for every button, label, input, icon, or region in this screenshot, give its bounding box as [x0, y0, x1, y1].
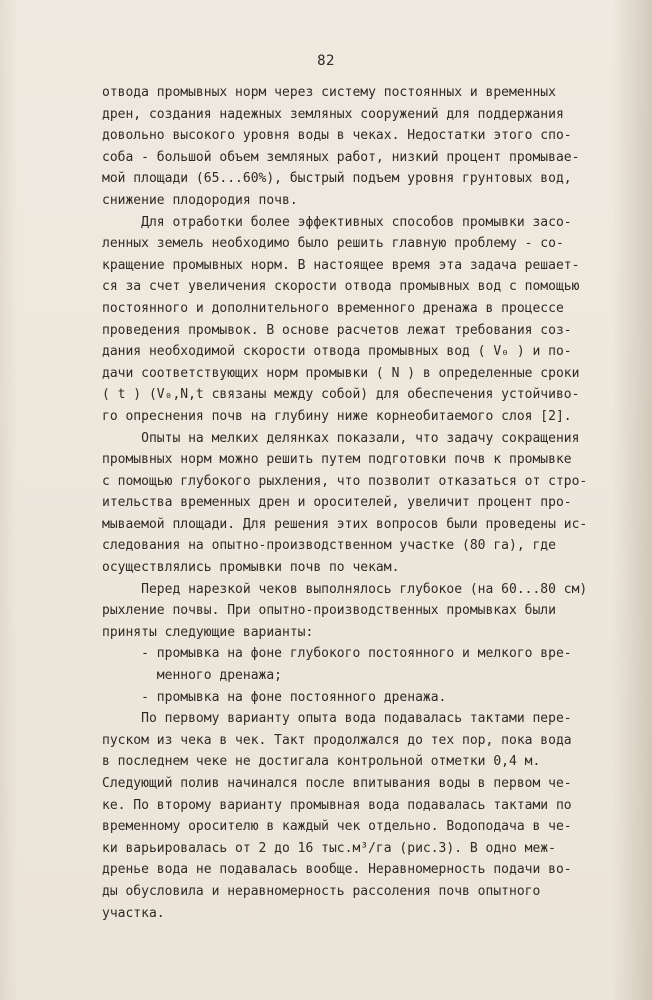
text-line: пуском из чека в чек. Такт продолжался до тех пор, пока вода [102, 732, 572, 748]
text-line: ке. По второму варианту промывная вода подавалась тактами по [102, 797, 572, 813]
text-line: ся за счет увеличения скорости отвода промывных вод с помощью [102, 279, 580, 295]
text-line: дания необходимой скорости отвода промывных вод ( V₀ ) и по- [102, 344, 572, 360]
text-line: Опыты на мелких делянках показали, что задачу сокращения [102, 430, 580, 446]
text-line: мываемой площади. Для решения этих вопросов были проведены ис- [102, 516, 588, 532]
text-line: с помощью глубокого рыхления, что позволит отказаться от стро- [102, 473, 588, 489]
body-text [102, 82, 622, 924]
text-line: рыхление почвы. При опытно-производственных промывках были [102, 603, 556, 619]
text-line: ( t ) (V₀,N,t связаны между собой) для обеспечения устойчиво- [102, 387, 580, 403]
text-line: дачи соответствующих норм промывки ( N ) в определенные сроки [102, 365, 580, 381]
text-line: промывных норм можно решить путем подготовки почв к промывке [102, 452, 572, 468]
text-line: довольно высокого уровня воды в чеках. Недостатки этого спо- [102, 128, 572, 144]
page-number: 82 [317, 53, 335, 69]
text-line: ки варьировалась от 2 до 16 тыс.м³/га (рис.3). В одно меж- [102, 840, 556, 856]
text-line: Перед нарезкой чеков выполнялось глубокое (на 60...80 см) [102, 581, 588, 597]
text-line: Для отработки более эффективных способов промывки засо- [102, 214, 572, 230]
text-line: в последнем чеке не достигала контрольной отметки 0,4 м. [102, 754, 541, 770]
text-line: ительства временных дрен и оросителей, увеличит процент про- [102, 495, 572, 511]
text-line: участка. [102, 905, 165, 921]
text-line: отвода промывных норм через систему постоянных и временных [102, 85, 556, 100]
text-line: проведения промывок. В основе расчетов лежат требования соз- [102, 322, 572, 338]
text-line: менного дренажа; [102, 668, 283, 684]
text-line: постоянного и дополнительного временного дренажа в процессе [102, 300, 564, 316]
text-line: - промывка на фоне глубокого постоянного и мелкого вре- [102, 646, 572, 662]
text-line: ды обусловила и неравномерность рассоления почв опытного [102, 883, 541, 899]
text-line: дрен, создания надежных земляных сооружений для поддержания [102, 106, 564, 122]
text-line: го опреснения почв на глубину ниже корнеобитаемого слоя [2]. [102, 408, 572, 424]
text-line: осуществлялись промывки почв по чекам. [102, 560, 400, 576]
text-line: - промывка на фоне постоянного дренажа. [102, 689, 447, 705]
text-line: По первому варианту опыта вода подавалась тактами пере- [102, 711, 572, 727]
text-line: мой площади (65...60%), быстрый подъем уровня грунтовых вод, [102, 171, 572, 187]
text-line: дренье вода не подавалась вообще. Неравномерность подачи во- [102, 862, 572, 878]
text-line: следования на опытно-производственном участке (80 га), где [102, 538, 556, 554]
text-line: приняты следующие варианты: [102, 624, 314, 640]
text-line: ленных земель необходимо было решить главную проблему - со- [102, 236, 564, 252]
text-line: соба - большой объем земляных работ, низкий процент промывае- [102, 149, 580, 165]
text-line: кращение промывных норм. В настоящее время эта задача решает- [102, 257, 580, 273]
text-line: временному оросителю в каждый чек отдельно. Водоподача в че- [102, 819, 572, 835]
text-line: снижение плодородия почв. [102, 192, 298, 208]
text-line: Следующий полив начинался после впитывания воды в первом че- [102, 776, 572, 791]
